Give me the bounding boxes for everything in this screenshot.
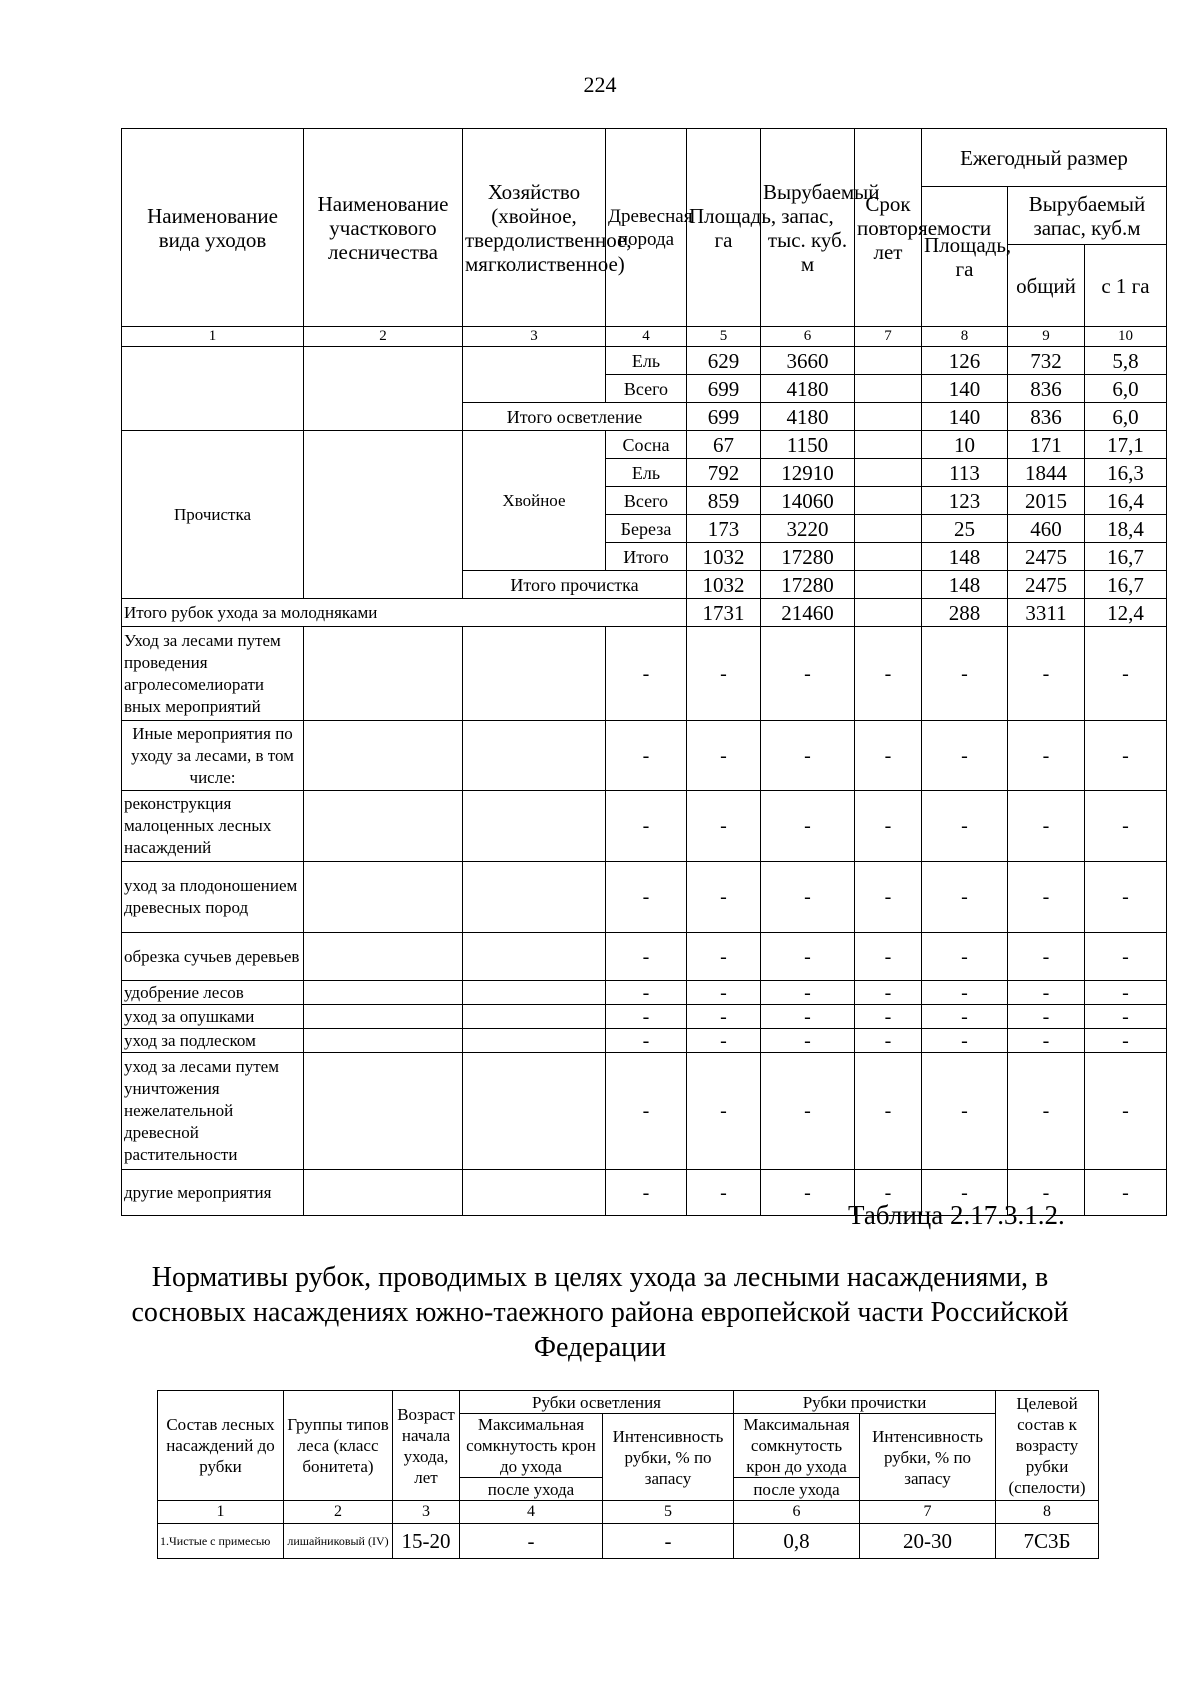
dash-cell: - — [1085, 1170, 1167, 1216]
volume-cell: 12910 — [761, 459, 855, 487]
dash-cell: - — [687, 1170, 761, 1216]
volume-cell: 14060 — [761, 487, 855, 515]
norms-table — [157, 1390, 1099, 1559]
table-row — [122, 862, 1167, 933]
dash-cell: - — [761, 862, 855, 933]
dash-cell: - — [687, 1029, 761, 1053]
col-number: 4 — [606, 327, 687, 347]
dash-cell: - — [606, 721, 687, 791]
per-ha-cell: 17,1 — [1085, 431, 1167, 459]
header-repeat: Срок повторяемости лет — [855, 129, 922, 327]
header-forest-type: Группы типов леса (класс бонитета) — [284, 1391, 393, 1501]
dash-cell: - — [687, 862, 761, 933]
dash-cell: - — [687, 721, 761, 791]
dash-cell: - — [606, 862, 687, 933]
col-number: 2 — [284, 1501, 393, 1524]
dash-cell: - — [1008, 1170, 1085, 1216]
dash-cell: - — [761, 1053, 855, 1170]
dash-cell: - — [606, 1029, 687, 1053]
dash-cell: - — [922, 862, 1008, 933]
header-species: Древесная порода — [606, 129, 687, 327]
repeat-cell — [855, 347, 922, 375]
dash-cell: - — [855, 1170, 922, 1216]
repeat-cell — [855, 403, 922, 431]
area-cell: 699 — [687, 375, 761, 403]
table-row — [122, 1053, 1167, 1170]
dash-cell: - — [922, 1029, 1008, 1053]
per-ha-cell: 12,4 — [1085, 599, 1167, 627]
table-row — [122, 981, 1167, 1005]
volume-cell: 3660 — [761, 347, 855, 375]
col-number: 10 — [1085, 327, 1167, 347]
per-ha-cell: 16,7 — [1085, 543, 1167, 571]
dash-cell: - — [1008, 721, 1085, 791]
dash-cell: - — [1008, 1029, 1085, 1053]
total-volume-cell: 836 — [1008, 403, 1085, 431]
col-number: 9 — [1008, 327, 1085, 347]
col-number: 6 — [761, 327, 855, 347]
dash-cell: - — [761, 933, 855, 981]
header-intensity: Интенсивность рубки, % по запасу — [860, 1414, 996, 1501]
dash-cell: - — [855, 1005, 922, 1029]
per-ha-cell: 6,0 — [1085, 375, 1167, 403]
dash-cell: - — [606, 1170, 687, 1216]
total-volume-cell: 171 — [1008, 431, 1085, 459]
area-cell: 859 — [687, 487, 761, 515]
dash-cell: - — [1008, 1005, 1085, 1029]
dash-cell: - — [855, 1053, 922, 1170]
annual-area-cell: 140 — [922, 375, 1008, 403]
dash-cell: - — [922, 791, 1008, 862]
dash-cell: - — [606, 627, 687, 721]
annual-area-cell: 288 — [922, 599, 1008, 627]
per-ha-cell: 16,4 — [1085, 487, 1167, 515]
table-row — [122, 431, 1167, 459]
header-annual-volume: Вырубаемый запас, куб.м — [1008, 187, 1167, 245]
dash-cell: - — [606, 1053, 687, 1170]
dash-cell: - — [606, 933, 687, 981]
forestry-cell — [304, 347, 463, 431]
dash-cell: - — [1008, 933, 1085, 981]
header-care-type: Наименование вида уходов — [122, 129, 304, 327]
header-clearing: Рубки осветления — [460, 1391, 734, 1414]
page-number: 224 — [583, 72, 617, 97]
col-number: 5 — [687, 327, 761, 347]
dash-cell: - — [761, 791, 855, 862]
dash-cell: - — [922, 1053, 1008, 1170]
table-row — [122, 347, 1167, 375]
dash-cell: - — [1008, 1053, 1085, 1170]
activity-label: другие мероприятия — [122, 1170, 304, 1216]
dash-cell: - — [606, 791, 687, 862]
col-number: 4 — [460, 1501, 603, 1524]
annual-area-cell: 25 — [922, 515, 1008, 543]
volume-cell: 21460 — [761, 599, 855, 627]
activity-label: Уход за лесами путем проведения агролесомелиорати вных мероприятий — [122, 627, 304, 721]
area-cell: 1032 — [687, 543, 761, 571]
farm-cell — [463, 347, 606, 403]
subtotal-label: Итого прочистка — [463, 571, 687, 599]
dash-cell: - — [922, 627, 1008, 721]
header-target: Целевой состав к возрасту рубки (спелости) — [996, 1391, 1099, 1501]
target-composition-cell: 7С3Б — [996, 1524, 1099, 1559]
dash-cell: - — [687, 1005, 761, 1029]
care-type-cell: Прочистка — [122, 431, 304, 599]
col-number: 3 — [393, 1501, 460, 1524]
repeat-cell — [855, 375, 922, 403]
header-annual: Ежегодный размер — [922, 129, 1167, 187]
dash-cell: - — [1085, 1005, 1167, 1029]
dash-cell: - — [1008, 862, 1085, 933]
area-cell: 629 — [687, 347, 761, 375]
dash-cell: - — [687, 981, 761, 1005]
annual-area-cell: 113 — [922, 459, 1008, 487]
dash-cell: - — [687, 933, 761, 981]
dash-cell: - — [1085, 862, 1167, 933]
species-cell: Береза — [606, 515, 687, 543]
annual-area-cell: 126 — [922, 347, 1008, 375]
volume-cell: 4180 — [761, 403, 855, 431]
dash-cell: - — [761, 1029, 855, 1053]
repeat-cell — [855, 599, 922, 627]
area-cell: 173 — [687, 515, 761, 543]
volume-cell: 17280 — [761, 571, 855, 599]
table-row — [122, 627, 1167, 721]
dash-cell: - — [761, 627, 855, 721]
subtotal-label: Итого осветление — [463, 403, 687, 431]
clearing-intensity-cell: - — [603, 1524, 734, 1559]
column-numbers-row — [158, 1501, 1099, 1524]
area-cell: 1731 — [687, 599, 761, 627]
col-number: 8 — [996, 1501, 1099, 1524]
header-max-closure: Максимальная сомкнутость крон до ухода — [734, 1414, 860, 1478]
dash-cell: - — [855, 862, 922, 933]
dash-cell: - — [922, 1170, 1008, 1216]
volume-cell: 3220 — [761, 515, 855, 543]
total-row — [122, 599, 1167, 627]
area-cell: 67 — [687, 431, 761, 459]
annual-area-cell: 123 — [922, 487, 1008, 515]
total-volume-cell: 460 — [1008, 515, 1085, 543]
col-number: 6 — [734, 1501, 860, 1524]
header-per-ha: с 1 га — [1085, 245, 1167, 327]
col-number: 5 — [603, 1501, 734, 1524]
activity-label: уход за лесами путем уничтожения нежелательной древесной растительности — [122, 1053, 304, 1170]
header-max-closure: Максимальная сомкнутость крон до ухода — [460, 1414, 603, 1478]
dash-cell: - — [761, 981, 855, 1005]
activity-label: обрезка сучьев деревьев — [122, 933, 304, 981]
header-thinning: Рубки прочистки — [734, 1391, 996, 1414]
total-volume-cell: 836 — [1008, 375, 1085, 403]
total-volume-cell: 2475 — [1008, 571, 1085, 599]
species-cell: Всего — [606, 375, 687, 403]
clearing-closure-cell: - — [460, 1524, 603, 1559]
header-intensity: Интенсивность рубки, % по запасу — [603, 1414, 734, 1501]
dash-cell: - — [761, 1170, 855, 1216]
total-label: Итого рубок ухода за молодняками — [122, 599, 687, 627]
col-number: 2 — [304, 327, 463, 347]
total-volume-cell: 732 — [1008, 347, 1085, 375]
activity-label: Иные мероприятия по уходу за лесами, в том числе: — [122, 721, 304, 791]
table-title: Нормативы рубок, проводимых в целях ухода за лесными насаждениями, в сосновых насаждениях южно-таежного района европейской части Российской Федерации — [131, 1262, 1069, 1363]
volume-cell: 4180 — [761, 375, 855, 403]
total-volume-cell: 3311 — [1008, 599, 1085, 627]
dash-cell: - — [855, 791, 922, 862]
activity-label: удобрение лесов — [122, 981, 304, 1005]
dash-cell: - — [855, 933, 922, 981]
species-cell: Ель — [606, 459, 687, 487]
species-cell: Итого — [606, 543, 687, 571]
repeat-cell — [855, 515, 922, 543]
col-number: 7 — [860, 1501, 996, 1524]
dash-cell: - — [855, 981, 922, 1005]
col-number: 1 — [122, 327, 304, 347]
volume-cell: 17280 — [761, 543, 855, 571]
forest-type-cell: лишайниковый (IV) — [284, 1524, 393, 1559]
header-forestry: Наименование участкового лесничества — [304, 129, 463, 327]
col-number: 3 — [463, 327, 606, 347]
header-composition: Состав лесных насаждений до рубки — [158, 1391, 284, 1501]
dash-cell: - — [922, 721, 1008, 791]
dash-cell: - — [687, 791, 761, 862]
dash-cell: - — [606, 981, 687, 1005]
header-after-care: после ухода — [734, 1478, 860, 1501]
repeat-cell — [855, 543, 922, 571]
dash-cell: - — [687, 627, 761, 721]
dash-cell: - — [1085, 627, 1167, 721]
forest-care-table — [121, 128, 1167, 1216]
thinning-closure-cell: 0,8 — [734, 1524, 860, 1559]
per-ha-cell: 16,3 — [1085, 459, 1167, 487]
total-volume-cell: 2015 — [1008, 487, 1085, 515]
annual-area-cell: 148 — [922, 571, 1008, 599]
per-ha-cell: 5,8 — [1085, 347, 1167, 375]
thinning-intensity-cell: 20-30 — [860, 1524, 996, 1559]
header-volume: Вырубаемый запас, тыс. куб. м — [761, 129, 855, 327]
dash-cell: - — [855, 627, 922, 721]
header-row — [122, 129, 1167, 187]
dash-cell: - — [855, 1029, 922, 1053]
dash-cell: - — [922, 1005, 1008, 1029]
dash-cell: - — [761, 721, 855, 791]
dash-cell: - — [606, 1005, 687, 1029]
col-number: 7 — [855, 327, 922, 347]
annual-area-cell: 10 — [922, 431, 1008, 459]
table-row — [158, 1524, 1099, 1559]
dash-cell: - — [1008, 791, 1085, 862]
header-total: общий — [1008, 245, 1085, 327]
dash-cell: - — [1085, 981, 1167, 1005]
activity-label: уход за подлеском — [122, 1029, 304, 1053]
dash-cell: - — [1008, 627, 1085, 721]
dash-cell: - — [1085, 933, 1167, 981]
farm-cell: Хвойное — [463, 431, 606, 571]
dash-cell: - — [1085, 721, 1167, 791]
header-start-age: Возраст начала ухода, лет — [393, 1391, 460, 1501]
species-cell: Всего — [606, 487, 687, 515]
species-cell: Ель — [606, 347, 687, 375]
dash-cell: - — [1085, 1029, 1167, 1053]
column-numbers-row — [122, 327, 1167, 347]
dash-cell: - — [761, 1005, 855, 1029]
area-cell: 699 — [687, 403, 761, 431]
dash-cell: - — [1085, 1053, 1167, 1170]
table-row — [122, 933, 1167, 981]
header-farm: Хозяйство (хвойное, твердолиственное, мягколиственное) — [463, 129, 606, 327]
annual-area-cell: 148 — [922, 543, 1008, 571]
dash-cell: - — [687, 1053, 761, 1170]
area-cell: 1032 — [687, 571, 761, 599]
area-cell: 792 — [687, 459, 761, 487]
volume-cell: 1150 — [761, 431, 855, 459]
repeat-cell — [855, 431, 922, 459]
total-volume-cell: 2475 — [1008, 543, 1085, 571]
care-type-cell — [122, 347, 304, 431]
table-row — [122, 1029, 1167, 1053]
header-after-care: после ухода — [460, 1478, 603, 1501]
per-ha-cell: 6,0 — [1085, 403, 1167, 431]
per-ha-cell: 18,4 — [1085, 515, 1167, 543]
table-row — [122, 791, 1167, 862]
table-row — [122, 721, 1167, 791]
per-ha-cell: 16,7 — [1085, 571, 1167, 599]
dash-cell: - — [922, 933, 1008, 981]
composition-cell: 1.Чистые с примесью — [158, 1524, 284, 1559]
header-annual-area: Площадь, га — [922, 187, 1008, 327]
repeat-cell — [855, 487, 922, 515]
repeat-cell — [855, 571, 922, 599]
activity-label: реконструкция малоценных лесных насаждений — [122, 791, 304, 862]
dash-cell: - — [1008, 981, 1085, 1005]
total-volume-cell: 1844 — [1008, 459, 1085, 487]
activity-label: уход за плодоношением древесных пород — [122, 862, 304, 933]
dash-cell: - — [855, 721, 922, 791]
header-area: Площадь, га — [687, 129, 761, 327]
col-number: 8 — [922, 327, 1008, 347]
table-row — [122, 1005, 1167, 1029]
forestry-cell — [304, 431, 463, 599]
table-caption: Таблица 2.17.3.1.2. — [848, 1200, 1065, 1230]
start-age-cell: 15-20 — [393, 1524, 460, 1559]
activity-label: уход за опушками — [122, 1005, 304, 1029]
col-number: 1 — [158, 1501, 284, 1524]
dash-cell: - — [1085, 791, 1167, 862]
annual-area-cell: 140 — [922, 403, 1008, 431]
species-cell: Сосна — [606, 431, 687, 459]
repeat-cell — [855, 459, 922, 487]
dash-cell: - — [922, 981, 1008, 1005]
